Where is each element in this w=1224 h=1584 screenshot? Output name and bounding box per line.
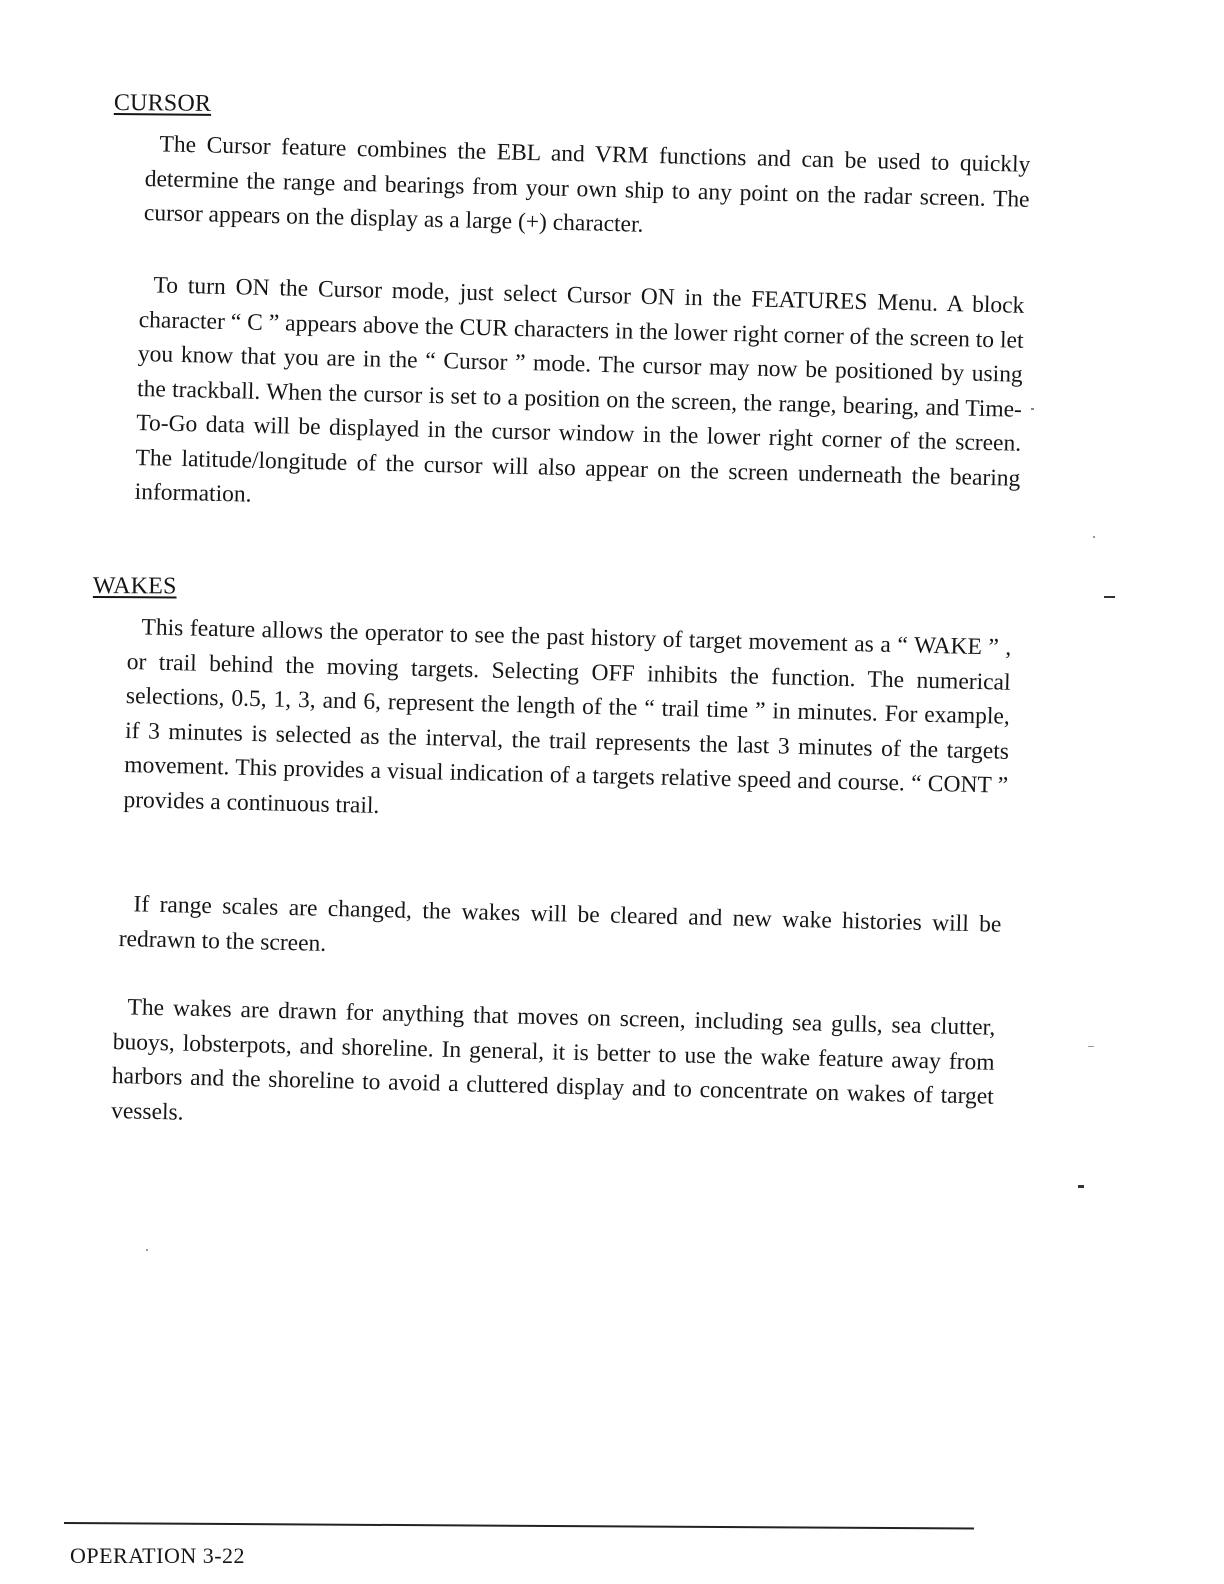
scan-speck xyxy=(1088,1046,1094,1047)
paragraph-wakes-range: If range scales are changed, the wakes will be cleared and new wake histories will be redrawn to the screen. xyxy=(118,891,1002,957)
scan-speck xyxy=(1031,408,1034,410)
paragraph-cursor-mode: To turn ON the Cursor mode, just select Cursor ON in the FEATURES Menu. A block character “ C ” appears above the CUR characters in the lower right corner of the screen to let you know that you are in the “ Cursor ” mode. The cursor may now be positioned by using the trackball. When the cursor is set to a position on the screen, the range, bearing, and Time-To-Go data will be displayed in the cursor window in the lower right corner of the screen. The latitude/longitude of the cursor will also appear on the screen underneath the bearing information. xyxy=(134,272,1025,508)
section-heading-cursor: CURSOR xyxy=(113,90,212,117)
paragraph-wakes-usage: The wakes are drawn for anything that moves on screen, including sea gulls, sea clutter, buoys, lobsterpots, and shoreline. In general, it is better to use the wake feature away from harbors and the shoreline to avoid a cluttered display and to concentrate on wakes of target vessels. xyxy=(110,994,996,1126)
paragraph-wakes-intro: This feature allows the operator to see the past history of target movement as a “ WAKE ” , or trail behind the moving targets. Selecting OFF inhibits the function. The numerical selections, 0.5, 1, 3, and 6, represent the length of the “ trail time ” in minutes. For example, if 3 minutes is selected as the interval, the trail represents the last 3 minutes of the targets movement. This provides a visual indication of a targets relative speed and course. “ CONT ” provides a continuous trail. xyxy=(123,614,1012,819)
footer-rule xyxy=(64,1522,974,1530)
scan-speck xyxy=(1078,1185,1084,1188)
scan-speck xyxy=(146,1249,148,1251)
section-heading-wakes: WAKES xyxy=(92,573,177,600)
page-footer-label: OPERATION 3-22 xyxy=(70,1543,246,1568)
paragraph-cursor-intro: The Cursor feature combines the EBL and VRM functions and can be used to quickly determine the range and bearings from your own ship to any point on the radar screen. The cursor appears on the display as a large (+) character. xyxy=(143,131,1031,238)
scan-speck xyxy=(1093,536,1095,538)
scan-speck xyxy=(1104,596,1115,598)
